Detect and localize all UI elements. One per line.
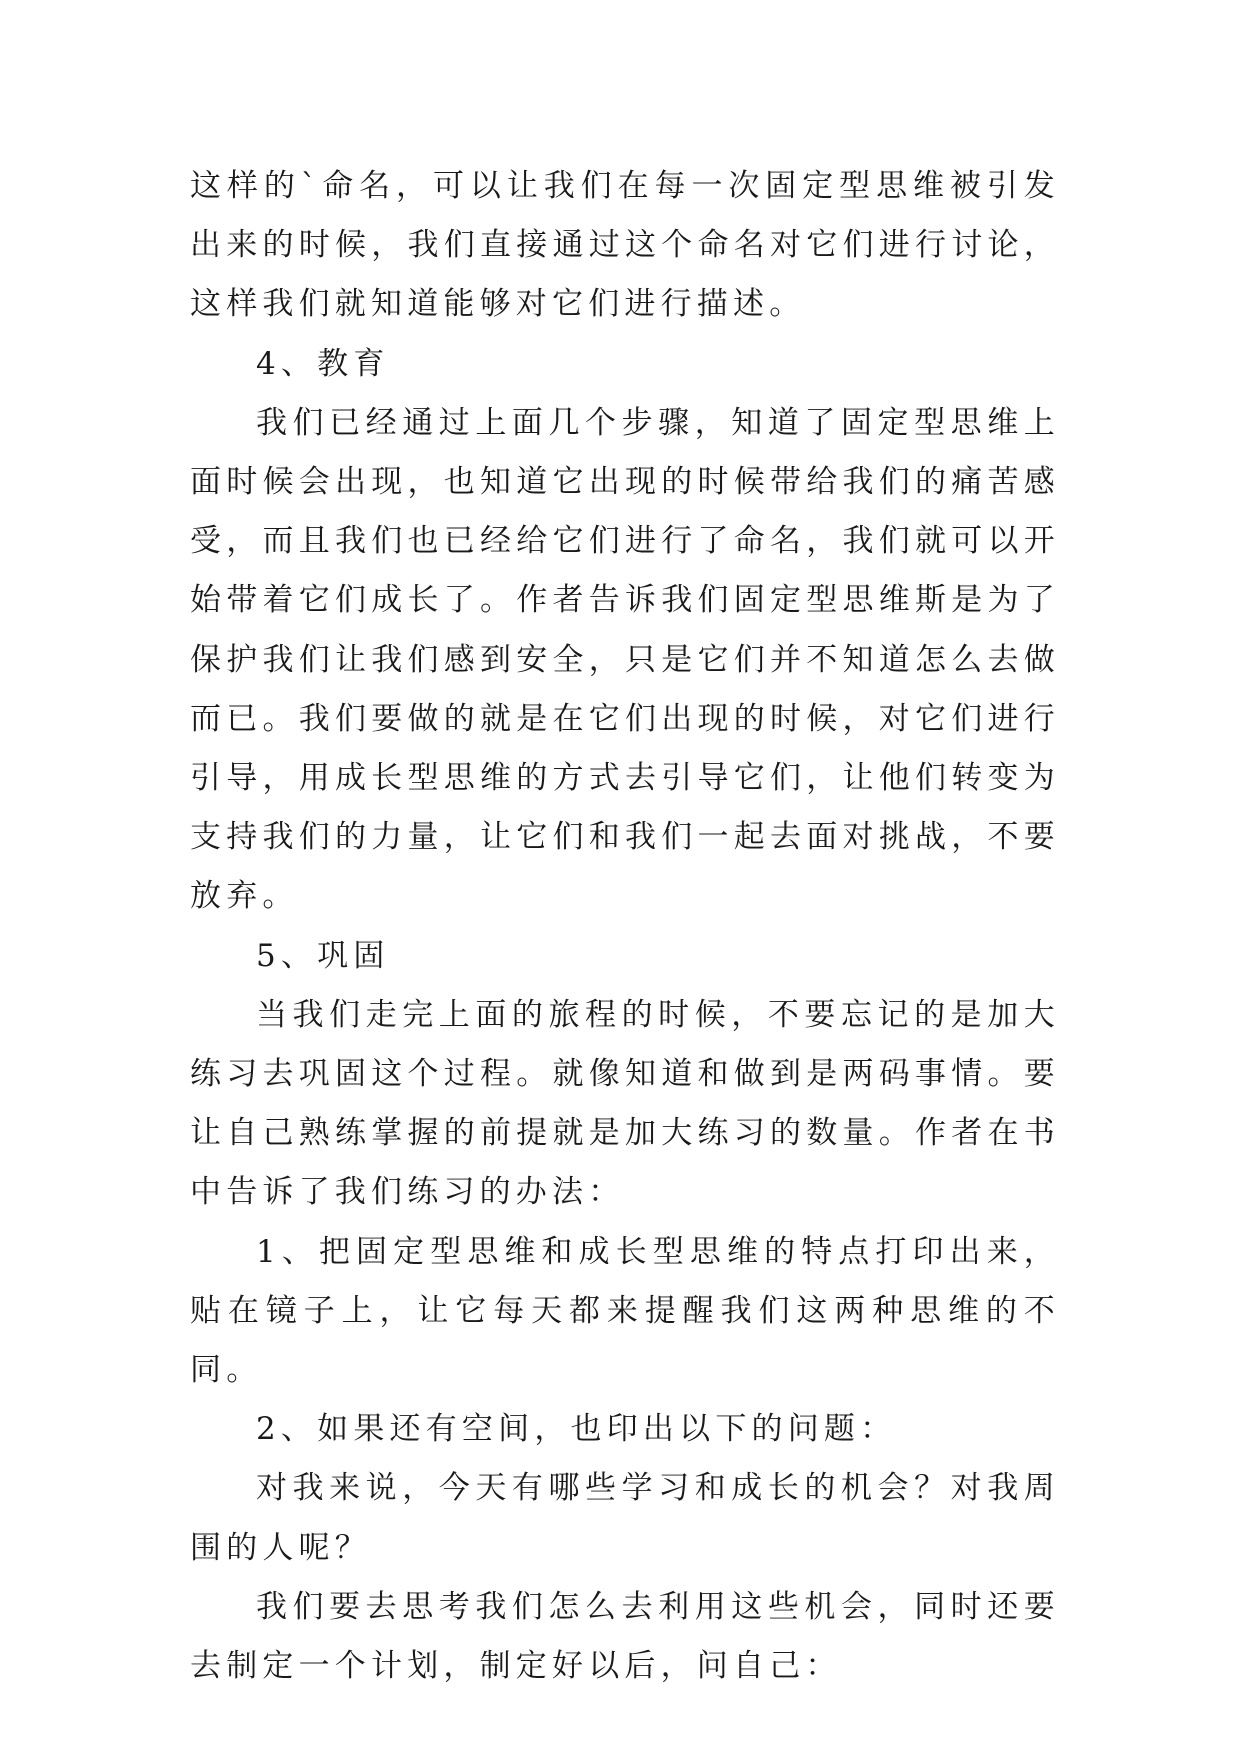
heading-consolidation: 5、巩固 xyxy=(256,937,390,974)
list-item-2: 2、如果还有空间，也印出以下的问题： xyxy=(256,1411,897,1448)
heading-education: 4、教育 xyxy=(256,345,390,382)
paragraph-question: 对我来说，今天有哪些学习和成长的机会？对我周围的人呢？ xyxy=(190,1470,1060,1566)
paragraph-naming-conclusion: 这样的`命名，可以让我们在每一次固定型思维被引发出来的时候，我们直接通过这个命名对它们进行讨论，这样我们就知道能够对它们进行描述。 xyxy=(190,168,1060,323)
paragraph-education: 我们已经通过上面几个步骤，知道了固定型思维上面时候会出现，也知道它出现的时候带给我们的痛苦感受，而且我们也已经给它们进行了命名，我们就可以开始带着它们成长了。作者告诉我们固定型思维斯是为了保护我们让我们感到安全，只是它们并不知道怎么去做而已。我们要做的就是在它们出现的时候，对它们进行引导，用成长型思维的方式去引导它们，让他们转变为支持我们的力量，让它们和我们一起去面对挑战，不要放弃。 xyxy=(190,404,1060,915)
paragraph-consolidation: 当我们走完上面的旅程的时候，不要忘记的是加大练习去巩固这个过程。就像知道和做到是两码事情。要让自己熟练掌握的前提就是加大练习的数量。作者在书中告诉了我们练习的办法： xyxy=(190,996,1060,1211)
paragraph-plan: 我们要去思考我们怎么去利用这些机会，同时还要去制定一个计划，制定好以后，问自己： xyxy=(190,1588,1060,1685)
list-item-1: 1、把固定型思维和成长型思维的特点打印出来，贴在镜子上，让它每天都来提醒我们这两种思维的不同。 xyxy=(190,1233,1060,1389)
document-body xyxy=(190,157,1060,1696)
